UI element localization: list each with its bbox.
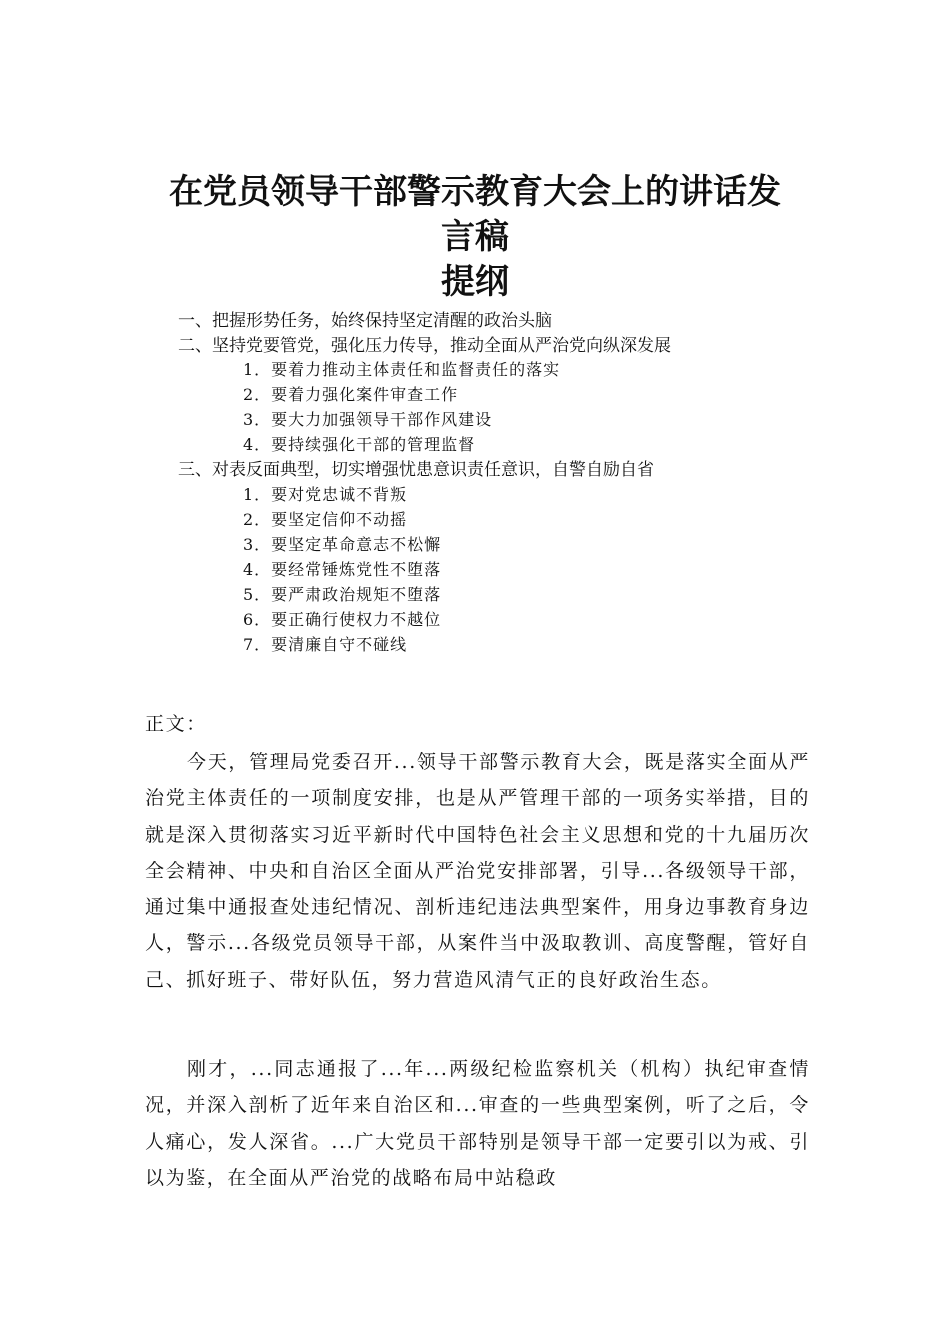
outline-item: 1．要着力推动主体责任和监督责任的落实 (243, 360, 561, 379)
document-title-line-2: 言稿 (441, 217, 509, 257)
outline-item: 1．要对党忠诚不背叛 (243, 485, 408, 504)
outline-item: 6．要正确行使权力不越位 (243, 610, 442, 629)
outline-item: 5．要严肃政治规矩不堕落 (243, 585, 442, 604)
outline-title: 提纲 (441, 262, 509, 302)
outline-section-heading: 二、坚持党要管党，强化压力传导，推动全面从严治党向纵深发展 (178, 336, 671, 356)
outline-item: 2．要着力强化案件审查工作 (243, 385, 459, 404)
outline-item: 3．要大力加强领导干部作风建设 (243, 410, 493, 429)
outline-item: 3．要坚定革命意志不松懈 (243, 535, 442, 554)
document-title-line-1: 在党员领导干部警示教育大会上的讲话发 (169, 172, 781, 212)
body-label: 正文： (145, 713, 207, 735)
outline-section-heading: 三、对表反面典型，切实增强忧患意识责任意识，自警自励自省 (178, 460, 654, 480)
outline-section-heading: 一、把握形势任务，始终保持坚定清醒的政治头脑 (178, 311, 552, 331)
outline-item: 4．要经常锤炼党性不堕落 (243, 560, 442, 579)
outline-item: 2．要坚定信仰不动摇 (243, 510, 408, 529)
outline-item: 7．要清廉自守不碰线 (243, 635, 408, 654)
body-paragraph: 今天，管理局党委召开...领导干部警示教育大会，既是落实全面从严治党主体责任的一项制度安排，也是从严管理干部的一项务实举措，目的就是深入贯彻落实习近平新时代中国特色社会主义思想和党的十九届历次全会精神、中央和自治区全面从严治党安排部署，引导...各级领导干部，通过集中通报查处违纪情况、剖析违纪违法典型案件，用身边事教育身边人，警示...各级党员领导干部，从案件当中汲取教训、高度警醒，管好自己、抓好班子、带好队伍，努力营造风清气正的良好政治生态。 (145, 751, 810, 991)
outline-item: 4．要持续强化干部的管理监督 (243, 435, 476, 454)
body-paragraph: 刚才，...同志通报了...年...两级纪检监察机关（机构）执纪审查情况，并深入剖析了近年来自治区和...审查的一些典型案例，听了之后，令人痛心，发人深省。...广大党员干部特别是领导干部一定要引以为戒、引以为鉴，在全面从严治党的战略布局中站稳政 (145, 1058, 810, 1189)
